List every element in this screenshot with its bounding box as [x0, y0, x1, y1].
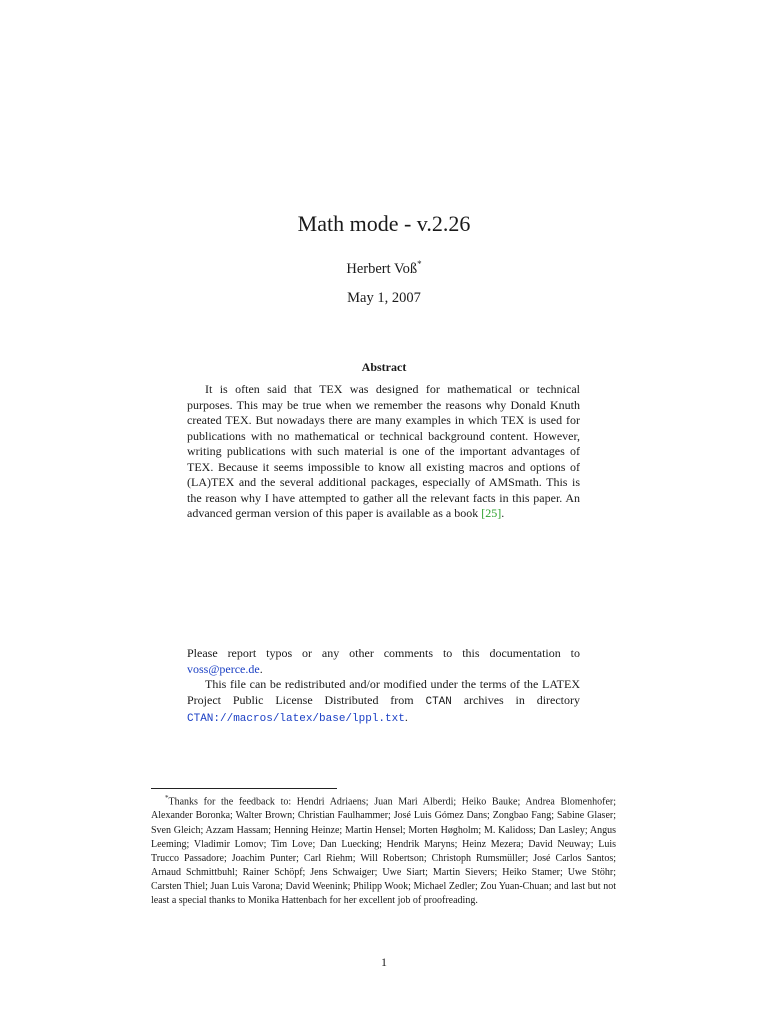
license-paragraph [187, 677, 580, 728]
report-section [187, 646, 580, 728]
abstract-body-text: It is often said that TEX was designed for mathematical or technical purposes. This may be true when we remember the reasons why Donald Knuth created TEX. But nowadays there are many examples in which TEX is used for publications with no mathematical or technical background content. However, writing publications with such material is one of the important advantages of TEX. Because it seems impossible to know all existing macros and options of (LA)TEX and the several additional packages, especially of AMSmath. This is the reason why I have attempted to gather all the relevant facts in this paper. An advanced german version of this paper is available as a book [187, 382, 580, 520]
footnote [151, 791, 616, 908]
footnote-rule [151, 788, 337, 789]
page-number: 1 [381, 955, 387, 969]
author-footnote-mark[interactable]: * [417, 259, 422, 269]
footnote-text: Thanks for the feedback to: Hendri Adriaens; Juan Mari Alberdi; Heiko Bauke; Andrea Blomenhofer; Alexander Boronka; Walter Brown; Christian Faulhammer; José Luis Gómez Dans; Zongbao Fang; Sabine Glaser; Sven Gleich; Azzam Hassam; Henning Heinze; Martin Hensel; Morten Høgholm; M. Kalidoss; Dan Lasley; Angus Leeming; Vladimir Lomov; Tim Love; Dan Luecking; Hendrik Maryns; Heinz Mezera; David Neuway; Luis Trucco Passadore; Joachim Punter; Carl Riehm; Will Robertson; Christoph Rumsmüller; José Carlos Santos; Arnaud Schmittbuhl; Rainer Schöpf; Jens Schwaiger; Uwe Siart; Martin Sievers; Heiko Stamer; Uwe Stöhr; Carsten Thiel; Juan Luis Varona; David Weenink; Philipp Wook; Michael Zedler; Zou Yuan-Chuan; and last but not least a special thanks to Monika Hattenbach for her excellent job of proofreading. [151, 796, 616, 906]
report-text: Please report typos or any other comments to this documentation to [187, 646, 580, 660]
abstract-text [187, 382, 580, 522]
report-paragraph [187, 646, 580, 677]
abstract-end: . [501, 506, 505, 520]
footnote-mark: * [165, 794, 169, 802]
paper-title: Math mode - v.2.26 [297, 211, 471, 236]
ctan-label: CTAN [425, 695, 452, 708]
ctan-path-link[interactable]: CTAN://macros/latex/base/lppl.txt [187, 713, 405, 725]
email-link[interactable]: voss@perce.de [187, 661, 260, 676]
report-text-end: . [259, 661, 263, 676]
abstract-heading: Abstract [361, 360, 407, 374]
author-line [0, 259, 768, 278]
author-name: Herbert Voß [346, 260, 418, 277]
license-text: This file can be redistributed and/or modified under the terms of the LATEX Project Public License Distributed from [187, 677, 580, 707]
license-text-mid: archives in directory [451, 692, 581, 707]
paper-date: May 1, 2007 [347, 290, 421, 306]
license-text-end: . [404, 710, 408, 724]
citation-link[interactable]: [25] [481, 506, 502, 520]
